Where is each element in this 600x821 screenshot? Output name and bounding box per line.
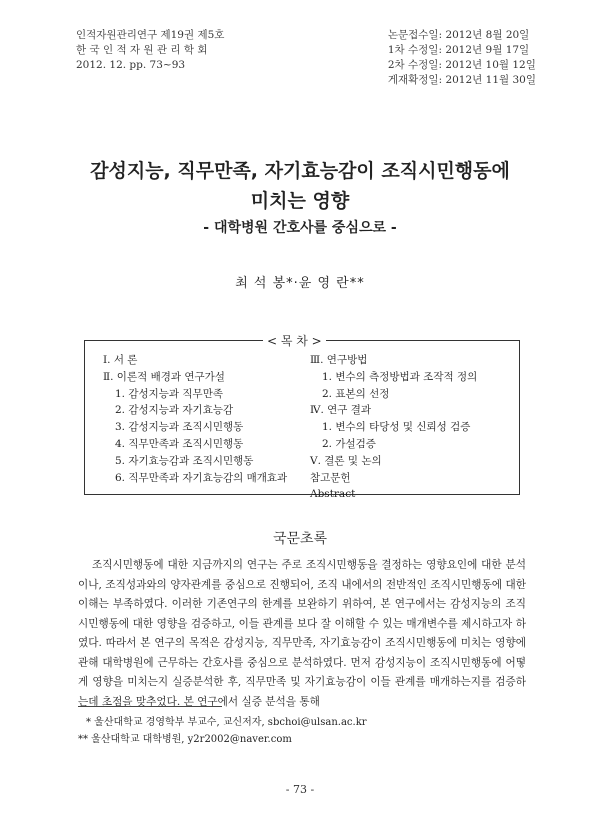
toc-item: 1. 감성지능과 직무만족	[115, 387, 223, 400]
toc-label: < 목 차 >	[263, 332, 326, 349]
paper-subtitle: - 대학병원 간호사를 중심으로 -	[203, 220, 397, 236]
submission-dates	[388, 28, 536, 88]
footnotes	[78, 714, 367, 748]
abstract-heading: 국문초록	[272, 531, 328, 547]
toc-item: Ⅲ. 연구방법	[310, 354, 368, 366]
footnote-author-2: ** 울산대학교 대학병원, y2r2002@naver.com	[78, 734, 292, 745]
toc-item: Ⅳ. 연구 결과	[310, 404, 372, 417]
footnote-author-1: * 울산대학교 경영학부 부교수, 교신저자, sbchoi@ulsan.ac.kr	[86, 717, 367, 728]
toc-item: Ⅴ. 결론 및 논의	[310, 454, 382, 467]
toc-left-column	[103, 352, 287, 486]
revised-date-1: 1차 수정일: 2012년 9월 17일	[387, 44, 530, 56]
toc-item: 2. 표본의 선정	[322, 387, 390, 400]
issue-pages: 2012. 12. pp. 73~93	[76, 59, 186, 71]
toc-item: Ⅱ. 이론적 배경과 연구가설	[103, 370, 225, 383]
authors: 최 석 봉*·윤 영 란**	[235, 276, 365, 291]
toc-item: 참고문헌	[310, 471, 351, 484]
journal-info	[76, 28, 224, 73]
journal-name: 인적자원관리연구 제19권 제5호	[76, 29, 225, 41]
toc-item: Ⅰ. 서 론	[103, 354, 138, 366]
toc-item: 1. 변수의 타당성 및 신뢰성 검증	[322, 421, 471, 434]
received-date: 논문접수일: 2012년 8월 20일	[387, 29, 530, 41]
title-line-2: 미치는 영향	[250, 190, 350, 212]
toc-item: 3. 감성지능과 조직시민행동	[115, 421, 244, 434]
title-line-1: 감성지능, 직무만족, 자기효능감이 조직시민행동에	[90, 160, 510, 182]
page-number: - 73 -	[285, 783, 315, 796]
toc-item: 2. 가설검증	[322, 437, 376, 450]
toc-item: 4. 직무만족과 조직시민행동	[115, 437, 244, 450]
accepted-date: 게재확정일: 2012년 11월 30일	[387, 74, 536, 86]
society-name: 한 국 인 적 자 원 관 리 학 회	[76, 44, 208, 56]
toc-item: 2. 감성지능과 자기효능감	[115, 404, 234, 417]
toc-item: 6. 직무만족과 자기효능감의 매개효과	[115, 471, 288, 484]
abstract-body: 조직시민행동에 대한 지금까지의 연구는 주로 조직시민행동을 결정하는 영향요인에 대한 분석이나, 조직성과와의 양자관계를 중심으로 진행되어, 조직 내에서의 전반적인 조직시민행동에 대한 이해는 부족하였다. 이러한 기존연구의 한계를 보완하기 위하여, 본 연구에서는 감성지능의 조직시민행동에 대한 영향을 검증하고, 이들 관계를 보다 잘 이해할 수 있는 매개변수를 제시하고자 하였다. 따라서 본 연구의 목적은 감성지능, 직무만족, 자기효능감이 조직시민행동에 미치는 영향에 관해 대학병원에 근무하는 간호사를 중심으로 분석하였다. 먼저 감성지능이 조직시민행동에 어떻게 영향을 미치는지 실증분석한 후, 직무만족 및 자기효능감이 이들 관계를 매개하는지를 검증하는데 초점을 맞추었다. 본 연구에서 실증 분석을 통해	[78, 559, 526, 708]
paper-title	[0, 156, 600, 216]
toc-item: Abstract	[310, 488, 356, 501]
toc-right-column	[310, 352, 477, 503]
footnote-divider	[78, 706, 222, 707]
toc-item: 5. 자기효능감과 조직시민행동	[115, 454, 254, 467]
revised-date-2: 2차 수정일: 2012년 10월 12일	[387, 59, 536, 71]
toc-item: 1. 변수의 측정방법과 조작적 정의	[322, 370, 478, 383]
